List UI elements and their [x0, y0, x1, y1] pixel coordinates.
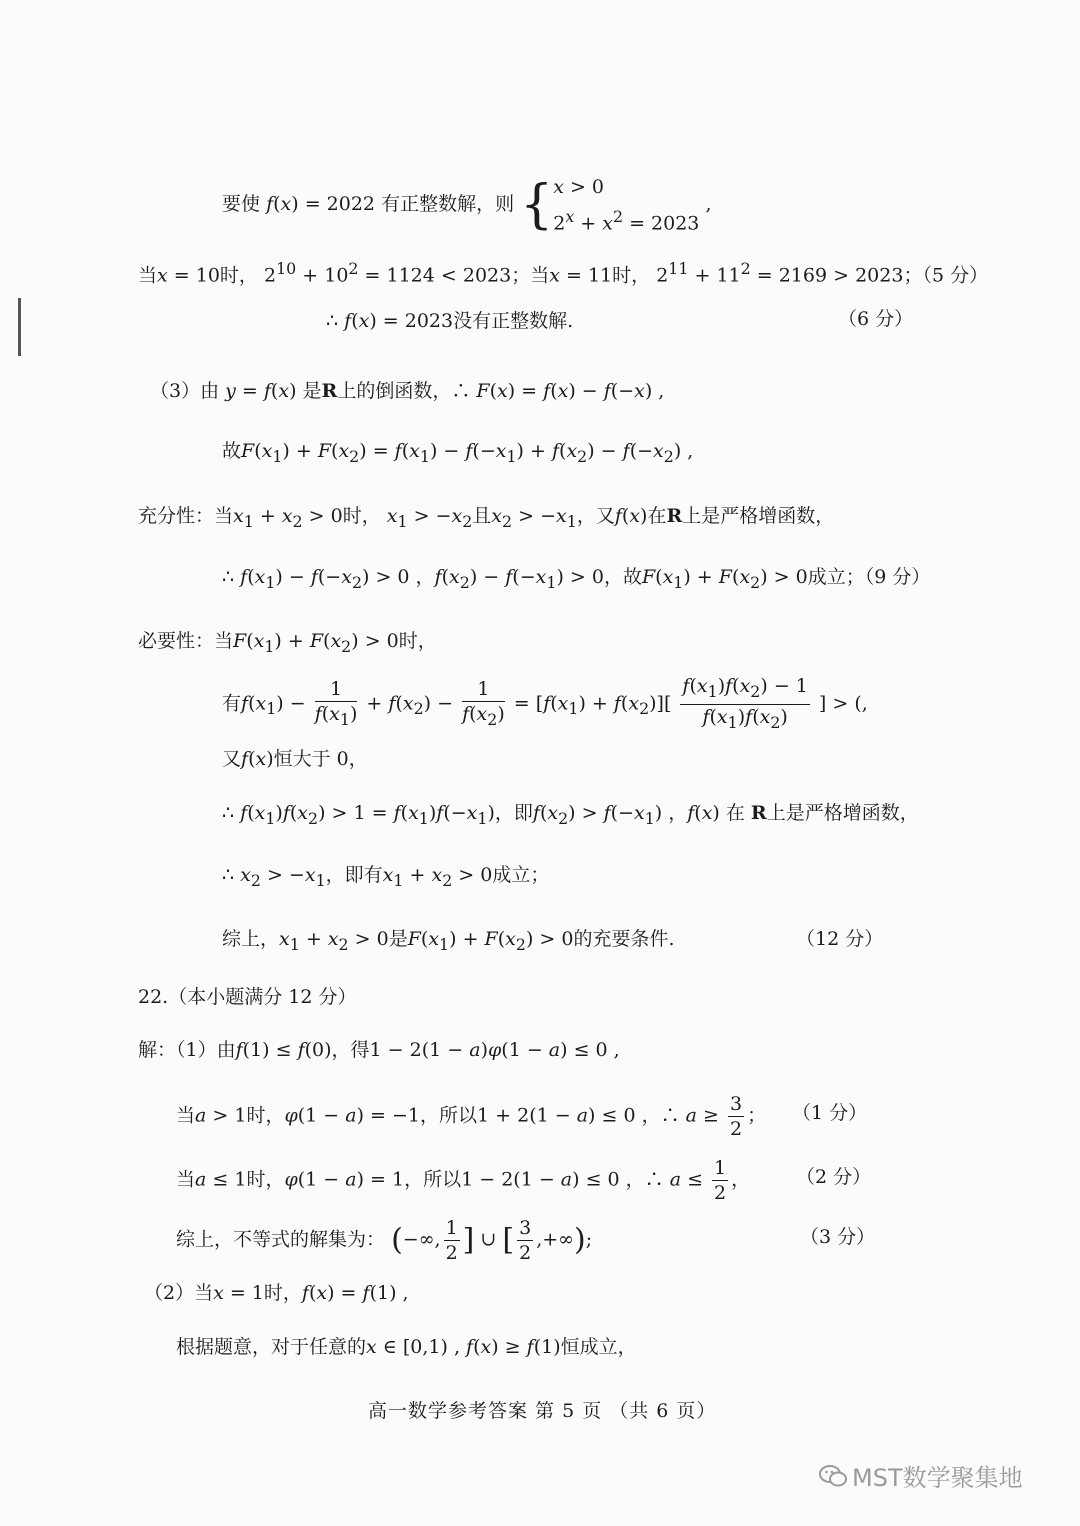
- text: ，故: [603, 566, 642, 588]
- score-label: （6 分）: [838, 308, 914, 330]
- text: 时，: [219, 264, 258, 287]
- score-label: （1 分）: [792, 1102, 868, 1124]
- text: ，即: [494, 802, 533, 824]
- text: ，所以: [420, 1104, 478, 1127]
- line-part3-intro: （3）由 y = f(x) 是R上的倒函数，∴ F(x) = f(x) − f(−x) ,: [150, 380, 665, 402]
- text: 充分性：当: [138, 505, 234, 527]
- line-positive-integer-condition: 要使 f(x) = 2022 有正整数解，则 { x > 0 $2^x + x^2 = 2023$ ,: [222, 172, 712, 238]
- line-necessity-result: ∴ $x_2 > -x_1$，即有$x_1 + x_2 > 0$成立；: [222, 864, 550, 890]
- line-product-inequality: ∴ $f(x_1)f(x_2) > 1 = f(x_1)f(-x_1)$，即$f(x_2) > f(-x_1)$ ，f(x) 在 R上是严格增函数，: [222, 802, 919, 828]
- text: 有正整数解，则: [381, 193, 515, 216]
- brace-glyph: {: [520, 175, 554, 236]
- text: ；: [903, 264, 923, 287]
- line-sum-expression: 故$F(x_1) + F(x_2) = f(x_1) - f(-x_1) + f(x_2) - f(-x_2)$ ,: [222, 440, 694, 466]
- score-label: （2 分）: [796, 1166, 872, 1188]
- text: ，即有: [325, 864, 383, 886]
- text: ，所以: [404, 1168, 462, 1191]
- text: 是: [388, 928, 408, 950]
- watermark: [818, 1458, 1023, 1495]
- text: 时，: [342, 505, 381, 527]
- text: 有: [222, 692, 242, 715]
- score-label: （5 分）: [922, 264, 989, 287]
- text: 是: [302, 380, 322, 402]
- line-sufficiency: 充分性：当$x_1 + x_2 > 0$时， $x_1 > -x_2$且$x_2 > -x_1$，又f(x)在R上是严格增函数，: [138, 505, 835, 531]
- fraction: $\frac{1}{f(x_2)}$: [462, 677, 505, 729]
- text: 上是严格增函数，: [682, 505, 835, 527]
- fraction: $\frac{f(x_1)f(x_2) - 1}{f(x_1)f(x_2)}$: [682, 675, 808, 732]
- scan-artifact: [18, 298, 21, 356]
- text: 上是严格增函数，: [766, 802, 919, 824]
- score-label: （12 分）: [796, 928, 884, 950]
- fraction: $\frac{3}{2}$: [729, 1093, 743, 1140]
- text: 综上，: [222, 928, 280, 950]
- page-footer: 高一数学参考答案 第 5 页 （共 6 页）: [368, 1400, 717, 1422]
- text: ；当: [511, 264, 550, 287]
- line-final-conclusion: 综上，$x_1 + x_2 > 0$是$F(x_1) + F(x_2) > 0$的充要条件.: [222, 928, 675, 954]
- score-label: （9 分）: [864, 566, 931, 588]
- text: 成立；: [492, 864, 550, 886]
- text: 故: [222, 440, 242, 462]
- line-sufficiency-result: ∴ $f(x_1) - f(-x_2) > 0$ ，$f(x_2) - f(-x_1) > 0$，故$F(x_1) + F(x_2) > 0$成立；（9 分）: [222, 566, 931, 592]
- line-solution-part1: 解：（1）由f(1) ≤ f(0)，得1 − 2(1 − a)φ(1 − a) ≤ 0 ,: [138, 1039, 620, 1061]
- text: 综上，不等式的解集为：: [176, 1228, 386, 1251]
- line-positive-function: 又f(x)恒大于 0，: [222, 748, 368, 770]
- wechat-icon: [818, 1463, 848, 1495]
- fraction: $\frac{3}{2}$: [519, 1217, 532, 1264]
- text: ，又: [576, 505, 615, 527]
- watermark-text: MST数学聚集地: [852, 1464, 1023, 1492]
- text: 要使: [222, 193, 261, 216]
- text: 没有正整数解.: [453, 310, 574, 332]
- line-part2-condition: 根据题意，对于任意的x ∈ [0,1) , f(x) ≥ f(1)恒成立，: [176, 1336, 637, 1358]
- text: 时，: [246, 1168, 285, 1191]
- text: 恒成立，: [560, 1336, 637, 1358]
- text: 上的倒函数，∴: [337, 380, 471, 402]
- line-necessity: 必要性：当$F(x_1) + F(x_2) > 0$时，: [138, 630, 437, 656]
- text: 又: [222, 748, 242, 770]
- text: 时，: [398, 630, 437, 652]
- equation-system: x > 0 $2^x + x^2 = 2023$: [553, 176, 700, 235]
- text: 解：（1）由: [138, 1039, 236, 1061]
- text: 在: [647, 505, 667, 527]
- text: 恒大于 0，: [273, 748, 368, 770]
- question-22-title: 22.（本小题满分 12 分）: [138, 986, 357, 1008]
- score-label: （3 分）: [800, 1226, 876, 1248]
- line-conclusion-no-solution: ∴ f(x) = 2023没有正整数解.: [326, 310, 574, 332]
- text: 当: [176, 1168, 196, 1191]
- text: 必要性：当: [138, 630, 234, 652]
- line-case-a-greater-1: 当a > 1时，φ(1 − a) = −1，所以1 + 2(1 − a) ≤ 0 ，∴ a ≥ $\frac{3}{2}$ ；: [176, 1093, 767, 1140]
- line-solution-set: 综上，不等式的解集为： (−∞, $\frac{1}{2}$ ] ∪ [ $\frac{3}{2}$ ,+∞);: [176, 1217, 593, 1264]
- text: ∴: [222, 864, 235, 886]
- line-necessity-fraction: 有$f(x_1)$ − $\frac{1}{f(x_1)}$ + $f(x_2)$ − $\frac{1}{f(x_2)}$ = $[f(x_1) + f(x_2)]$[ $\frac{f(x_1)f(x_2) - 1}{f(x_1)f(x_2)}$ ] > (,: [222, 674, 868, 735]
- text: 成立；: [807, 566, 865, 588]
- line-case-a-le-1: 当a ≤ 1时，φ(1 − a) = 1，所以1 − 2(1 − a) ≤ 0 ，∴ a ≤ $\frac{1}{2}$ ，: [176, 1157, 751, 1204]
- text: 时，: [246, 1104, 285, 1127]
- text: R: [750, 802, 767, 824]
- fraction: $\frac{1}{2}$: [714, 1157, 727, 1204]
- line-part2-intro: （2）当x = 1时，f(x) = f(1) ,: [144, 1282, 409, 1304]
- text: （2）当: [144, 1282, 214, 1304]
- text: 且: [472, 505, 492, 527]
- text: R: [666, 505, 683, 527]
- text: 根据题意，对于任意的: [176, 1336, 367, 1358]
- text: 时，: [263, 1282, 302, 1304]
- fraction: $\frac{1}{2}$: [445, 1217, 458, 1264]
- fraction: $\frac{1}{f(x_1)}$: [314, 677, 358, 729]
- text: 当: [138, 264, 158, 287]
- line-integer-check: 当x = 10时， $2^{10} + 10^2 = 1124 < 2023$；当x = 11时， $2^{11} + 11^2 = 2169 > 2023$；（5 分）: [138, 259, 989, 287]
- text: 当: [176, 1104, 196, 1127]
- text: ，得: [331, 1039, 370, 1061]
- text: R: [321, 380, 338, 402]
- text: （3）由: [150, 380, 220, 402]
- text: 时，: [612, 264, 651, 287]
- text: 的充要条件.: [573, 928, 675, 950]
